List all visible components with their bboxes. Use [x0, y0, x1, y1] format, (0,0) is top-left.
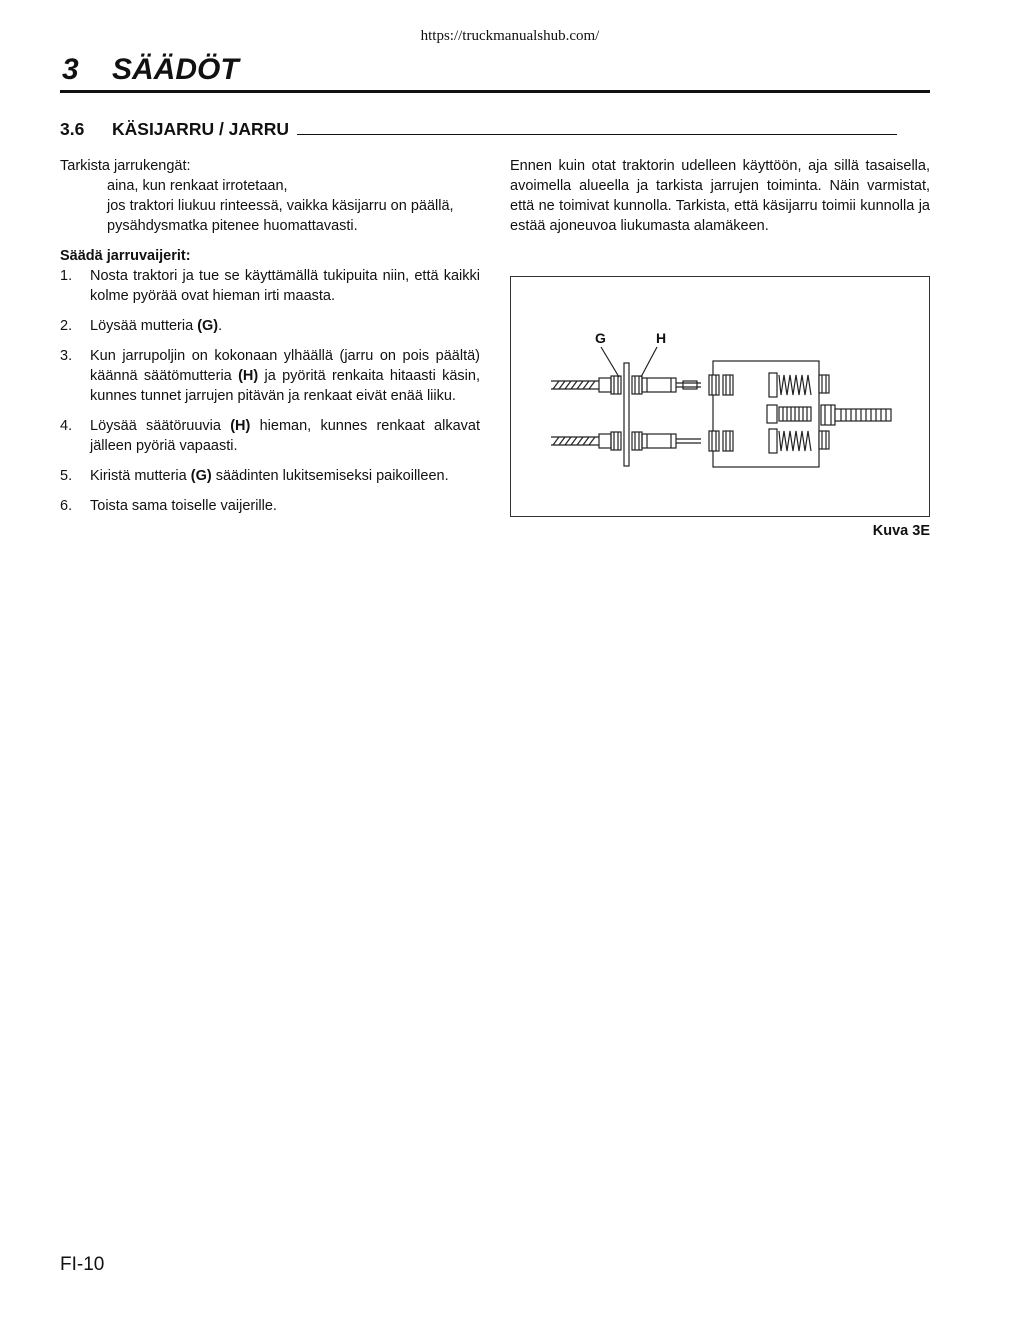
section-heading: [60, 117, 930, 140]
upper-cable: [551, 363, 701, 466]
chapter-rule: [60, 90, 930, 93]
label-h: H: [656, 330, 667, 346]
step-text: Toista sama toiselle vaijerille.: [90, 498, 277, 514]
left-column: [60, 156, 480, 526]
source-url[interactable]: https://truckmanualshub.com/: [420, 28, 600, 44]
step-text: Kiristä mutteria (G) säädinten lukitsemiseksi paikoilleen.: [90, 468, 449, 484]
step-item: [60, 466, 480, 486]
step-text: Löysää säätöruuvia (H) hieman, kunnes renkaat alkavat jälleen pyöriä vapaasti.: [90, 418, 480, 454]
figure-caption: Kuva 3E: [872, 523, 930, 539]
intro-text: Tarkista jarrukengät:: [60, 158, 191, 174]
chapter-number: 3: [62, 53, 79, 86]
step-item: [60, 496, 480, 516]
step-number: 3.: [60, 348, 73, 364]
step-item: [60, 266, 480, 306]
right-column: [510, 156, 930, 236]
condition-item: pysähdysmatka pitenee huomattavasti.: [107, 218, 358, 234]
step-number: 5.: [60, 468, 73, 484]
mounting-plate: [624, 363, 629, 466]
safety-paragraph: Ennen kuin otat traktorin udelleen käyttöön, aja sillä tasaisella, avoimella alueella ja tarkista jarrujen toiminta. Näin varmistat, että ne toimivat kunnolla. Tarkista, että käsijarru toimii kunnolla ja estää ajoneuvoa liukumasta alamäkeen.: [510, 158, 930, 234]
subheading: Säädä jarruvaijerit:: [60, 248, 191, 264]
section-title: KÄSIJARRU / JARRU: [112, 119, 289, 139]
brake-cable-diagram: [511, 277, 929, 516]
lower-cable: [551, 432, 701, 450]
step-number: 2.: [60, 318, 73, 334]
condition-item: aina, kun renkaat irrotetaan,: [107, 178, 288, 194]
step-item: [60, 346, 480, 406]
section-number: 3.6: [60, 119, 85, 139]
leader-h: [641, 347, 657, 377]
figure-3e: [510, 276, 930, 517]
step-item: [60, 316, 480, 336]
spring-assembly: [767, 373, 891, 453]
page-number: FI-10: [60, 1254, 105, 1275]
steps-list: [60, 266, 480, 516]
step-text: Kun jarrupoljin on kokonaan ylhäällä (jarru on pois päältä) käännä säätömutteria (H) ja pyöritä renkaita hitaasti käsin, kunnes tunnet jarrujen pitävän ja renkaat eivät enää liiku.: [90, 348, 480, 404]
step-text: Nosta traktori ja tue se käyttämällä tukipuita niin, että kaikki kolme pyörää ovat hieman irti maasta.: [90, 268, 480, 304]
step-number: 4.: [60, 418, 73, 434]
condition-item: jos traktori liukuu rinteessä, vaikka käsijarru on päällä,: [107, 198, 454, 214]
step-item: [60, 416, 480, 456]
leader-g: [601, 347, 619, 377]
chapter-heading: [62, 50, 930, 90]
step-number: 1.: [60, 268, 73, 284]
step-text: Löysää mutteria (G).: [90, 318, 223, 334]
section-underline: [297, 117, 897, 135]
chapter-title: SÄÄDÖT: [112, 53, 239, 86]
step-number: 6.: [60, 498, 73, 514]
label-g: G: [595, 330, 606, 346]
